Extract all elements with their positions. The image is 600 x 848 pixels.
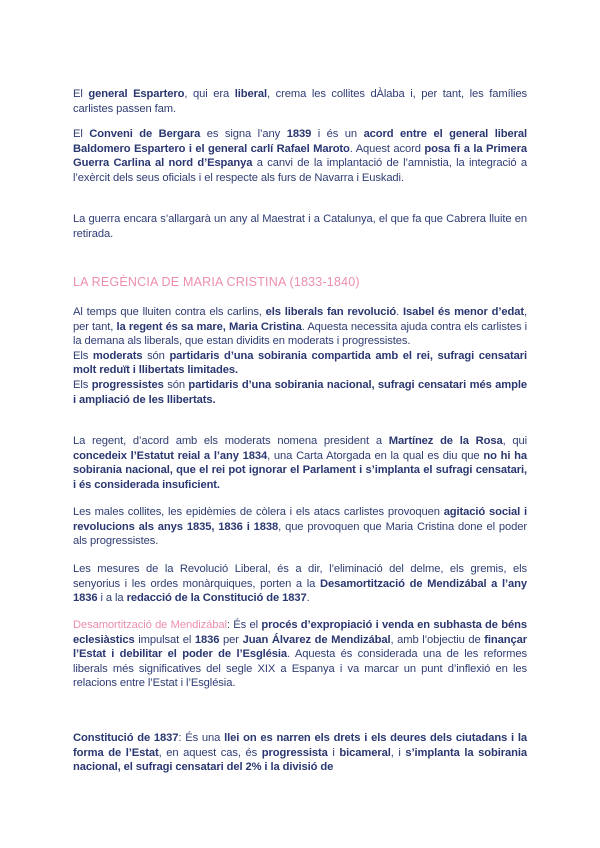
text-run: impulsat el: [134, 633, 195, 646]
text-run: i: [327, 746, 340, 759]
paragraph-mesures-liberals: [73, 562, 527, 606]
bold-text-run: agitació social i revolucions als anys 1835, 1836 i 1838: [73, 506, 527, 533]
bold-text-run: Martínez de la Rosa: [388, 435, 503, 447]
paragraph-constitucio-1837: [73, 731, 527, 775]
text-run: : És una: [178, 732, 225, 744]
paragraph-conveni-bergara: [73, 127, 527, 185]
paragraph-espartero: [73, 87, 527, 116]
bold-text-run: partidaris d’una sobirania compartida amb el rei, sufragi censatari molt reduït i llibertats limitades.: [73, 349, 527, 377]
text-run: La guerra encara s’allargarà un any al Maestrat i a Catalunya, el que fa que Cabrera lluite en retirada.: [73, 213, 527, 240]
text-run: són: [163, 378, 189, 391]
text-run: per: [219, 633, 243, 646]
text-run: El: [73, 88, 89, 100]
text-run: i a la: [97, 592, 127, 605]
highlighted-term: Desamortització de Mendizábal: [73, 619, 227, 631]
text-run: .: [396, 306, 404, 318]
text-run: . Aquesta és considerada una de les reformes liberals més significatives del segle XIX a Espanya i va marcar un punt d’inflexió en les relacions entre l’Estat i l’Església.: [73, 648, 527, 690]
text-run: , i: [390, 746, 406, 759]
bold-text-run: Isabel és menor d’edat: [403, 306, 524, 318]
bold-text-run: moderats: [92, 349, 143, 362]
text-run: Al temps que lluiten contra els carlins,: [73, 306, 266, 318]
text-run: , en aquest cas, és: [158, 746, 262, 759]
bold-text-run: posa fi a la Primera Guerra Carlina al nord d’Espanya: [73, 142, 527, 170]
text-run: Els: [73, 378, 92, 391]
bold-text-run: 1836: [194, 633, 220, 646]
bold-text-run: la regent és sa mare, Maria Cristina: [116, 320, 302, 333]
bold-text-run: finançar l’Estat i debilitar el poder de l’Església: [73, 633, 528, 661]
bold-text-run: els liberals fan revolució: [265, 306, 397, 318]
bold-text-run: general Espartero: [88, 88, 185, 100]
bold-text-run: redacció de la Constitució de 1837: [126, 592, 307, 605]
bold-text-run: progressista: [261, 746, 328, 759]
bold-text-run: Juan Álvarez de Mendizábal: [242, 633, 391, 646]
text-run: .: [306, 592, 310, 605]
text-run: i és un: [311, 128, 364, 140]
text-run: Els: [73, 349, 93, 362]
text-run: , una Carta Atorgada en la qual es diu que: [267, 449, 484, 462]
bold-text-run: no hi ha sobirania nacional, que el rei pot ignorar el Parlament i s’implanta el sufragi censatari, i és considerada insuficient.: [73, 449, 527, 491]
paragraph-desamortitzacio: [73, 618, 527, 691]
text-run: es signa l’any: [200, 128, 287, 140]
text-run: . Aquest acord: [349, 142, 425, 155]
bold-text-run: acord entre el general liberal Baldomero Espartero i el general carlí Rafael Maroto: [73, 128, 527, 155]
text-run: , qui era: [184, 88, 235, 100]
text-run: , per tant,: [73, 306, 527, 333]
text-run: Les mesures de la Revolució Liberal, és a dir, l’eliminació del delme, els gremis, els senyorius i les ordes monàrquiques, porten a la: [73, 563, 527, 590]
text-run: . Aquesta necessita ajuda contra els carlistes i la demana als liberals, que estan dividits en moderats i progressistes.: [73, 320, 528, 348]
bold-text-run: Constitució de 1837: [73, 732, 179, 744]
text-run: Les males collites, les epidèmies de còlera i els atacs carlistes provoquen: [73, 506, 444, 518]
bold-text-run: s’implanta la sobirania nacional, el sufragi censatari del 2% i la divisió de: [73, 746, 527, 774]
text-run: a canvi de la implantació de l’amnistia, la integració a l’exèrcit dels seus oficials i el respecte als furs de Navarra i Euskadi.: [73, 157, 527, 184]
text-run: , qui: [502, 435, 527, 447]
bold-text-run: concedeix l’Estatut reial a l’any 1834: [73, 449, 268, 462]
text-run: , amb l’objectiu de: [390, 633, 485, 646]
text-run: , que provoquen que Maria Cristina done el poder als progressistes.: [73, 520, 528, 548]
paragraph-revolucions: [73, 505, 527, 549]
bold-text-run: 1839: [286, 128, 312, 140]
bold-text-run: Conveni de Bergara: [89, 128, 201, 140]
text-run: , crema les collites dÀlaba i, per tant, les famílies carlistes passen fam.: [73, 88, 527, 115]
paragraph-regencia: [73, 305, 527, 407]
paragraph-estatut-reial: [73, 434, 527, 492]
text-run: El: [73, 128, 90, 140]
bold-text-run: llei on es narren els drets i els deures dels ciutadans i la forma de l’Estat: [73, 732, 527, 759]
text-run: : És el: [226, 619, 262, 631]
paragraph-guerra-maestrat: [73, 212, 527, 241]
section-heading: LA REGÈNCIA DE MARIA CRISTINA (1833-1840): [73, 275, 360, 289]
bold-text-run: bicameral: [339, 746, 391, 759]
text-run: La regent, d’acord amb els moderats nomena president a: [73, 435, 389, 447]
bold-text-run: Desamortització de Mendizábal a l’any 1836: [73, 577, 527, 605]
bold-text-run: partidaris d’una sobirania nacional, sufragi censatari més ample i ampliació de les llibertats.: [73, 378, 527, 406]
bold-text-run: progressistes: [91, 378, 164, 391]
bold-text-run: procés d’expropiació i venda en subhasta de béns eclesiàstics: [73, 619, 527, 646]
bold-text-run: liberal: [234, 88, 268, 100]
text-run: són: [142, 349, 170, 362]
